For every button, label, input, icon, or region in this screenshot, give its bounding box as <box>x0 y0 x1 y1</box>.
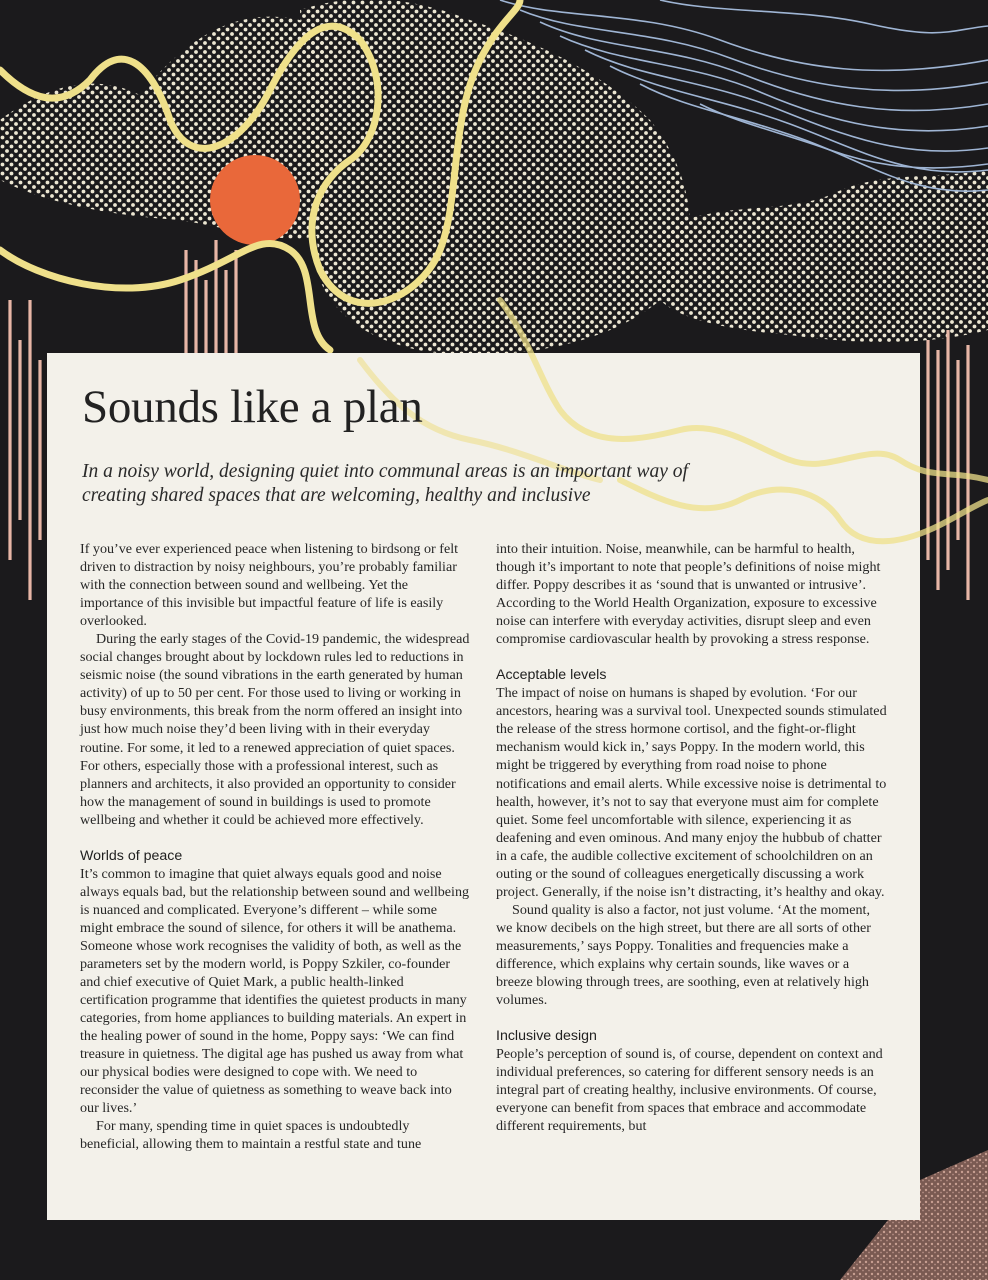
body-paragraph: If you’ve ever experienced peace when listening to birdsong or felt driven to distraction by noisy neighbours, you’re probably familiar with the connection between sound and wellbeing. Yet the importance of this invisible but impactful feature of life is easily overlooked. <box>80 541 459 630</box>
page-title: Sounds like a plan <box>82 381 423 433</box>
section-heading: Worlds of peace <box>80 847 183 864</box>
body-paragraph: For many, spending time in quiet spaces is undoubtedly beneficial, allowing them to maintain a restful state and tune <box>80 1118 422 1153</box>
section-heading: Inclusive design <box>496 1028 597 1045</box>
body-paragraph: It’s common to imagine that quiet always equals good and noise always equals bad, but the relationship between sound and wellbeing is nuanced and complicated. Everyone’s different – while some might embrace the sound of silence, for others it will be anathema. Someone whose work recognises the validity of both, as well as the parameters set by the modern world, is Poppy Szkiler, co-founder and chief executive of Quiet Mark, a public health-linked certification programme that identifies the quietest products in many categories, from home appliances to building materials. An expert in the healing power of sound in the home, Poppy says: ‘We can find treasure in quietness. The digital age has pushed us away from what our physical bodies were designed to cope with. We need to reconsider the value of quietness as something to weave back into our lives.’ <box>80 865 470 1117</box>
article-column-left <box>80 540 472 1154</box>
body-paragraph: into their intuition. Noise, meanwhile, can be harmful to health, though it’s important to note that people’s definitions of noise might differ. Poppy describes it as ‘sound that is unwanted or intrusive’. According to the World Health Organization, exposure to excessive noise can interfere with everyday activities, disrupt sleep and even compromise cardiovascular health by provoking a stress response. <box>496 541 881 648</box>
dotted-landscape <box>0 0 988 355</box>
body-paragraph: During the early stages of the Covid-19 pandemic, the widespread social changes brought about by lockdown rules led to reductions in seismic noise (the sound vibrations in the earth generated by human activity) of up to 50 per cent. For those used to living or working in busy environments, this break from the norm offered an insight into just how much noise they’d been living with in their everyday routine. For some, it led to a renewed appreciation of quiet spaces. For others, especially those with a professional interest, such as planners and architects, it also provided an opportunity to consider how the management of sound in buildings is used to promote wellbeing and whether it could be achieved more effectively. <box>80 631 470 828</box>
yellow-line-loop <box>0 243 330 350</box>
standfirst: In a noisy world, designing quiet into communal areas is an important way of creating shared spaces that are welcoming, healthy and inclusive <box>82 461 688 506</box>
body-paragraph: The impact of noise on humans is shaped by evolution. ‘For our ancestors, hearing was a survival tool. Unexpected sounds stimulated the release of the stress hormone cortisol, and the fight-or-flight mechanism would kick in,’ says Poppy. In the modern world, this might be triggered by everything from road noise to phone notifications and email alerts. While excessive noise is detrimental to health, however, it’s not to say that everyone must aim for complete quiet. Some feel uncomfortable with silence, experiencing it as deafening and even ominous. And many enjoy the hubbub of chatter in a cafe, the audible collective excitement of schoolchildren on an outing or the sound of colleagues energetically discussing a work project. Generally, if the noise isn’t distracting, it’s healthy and okay. <box>496 685 887 900</box>
orange-sun <box>210 155 300 245</box>
body-paragraph: People’s perception of sound is, of course, dependent on context and individual preferences, so catering for different sensory needs is an integral part of creating healthy, inclusive environments. Of course, everyone can benefit from spaces that embrace and accommodate different requirements, but <box>496 1046 883 1135</box>
article-column-right <box>496 540 888 1135</box>
section-heading: Acceptable levels <box>496 667 607 684</box>
body-paragraph: Sound quality is also a factor, not just volume. ‘At the moment, we know decibels on the high street, but there are all sorts of other measurements,’ says Poppy. Tonalities and frequencies make a difference, which explains why certain sounds, like waves or a breeze blowing through trees, are soothing, even at relatively high volumes. <box>496 901 871 1009</box>
